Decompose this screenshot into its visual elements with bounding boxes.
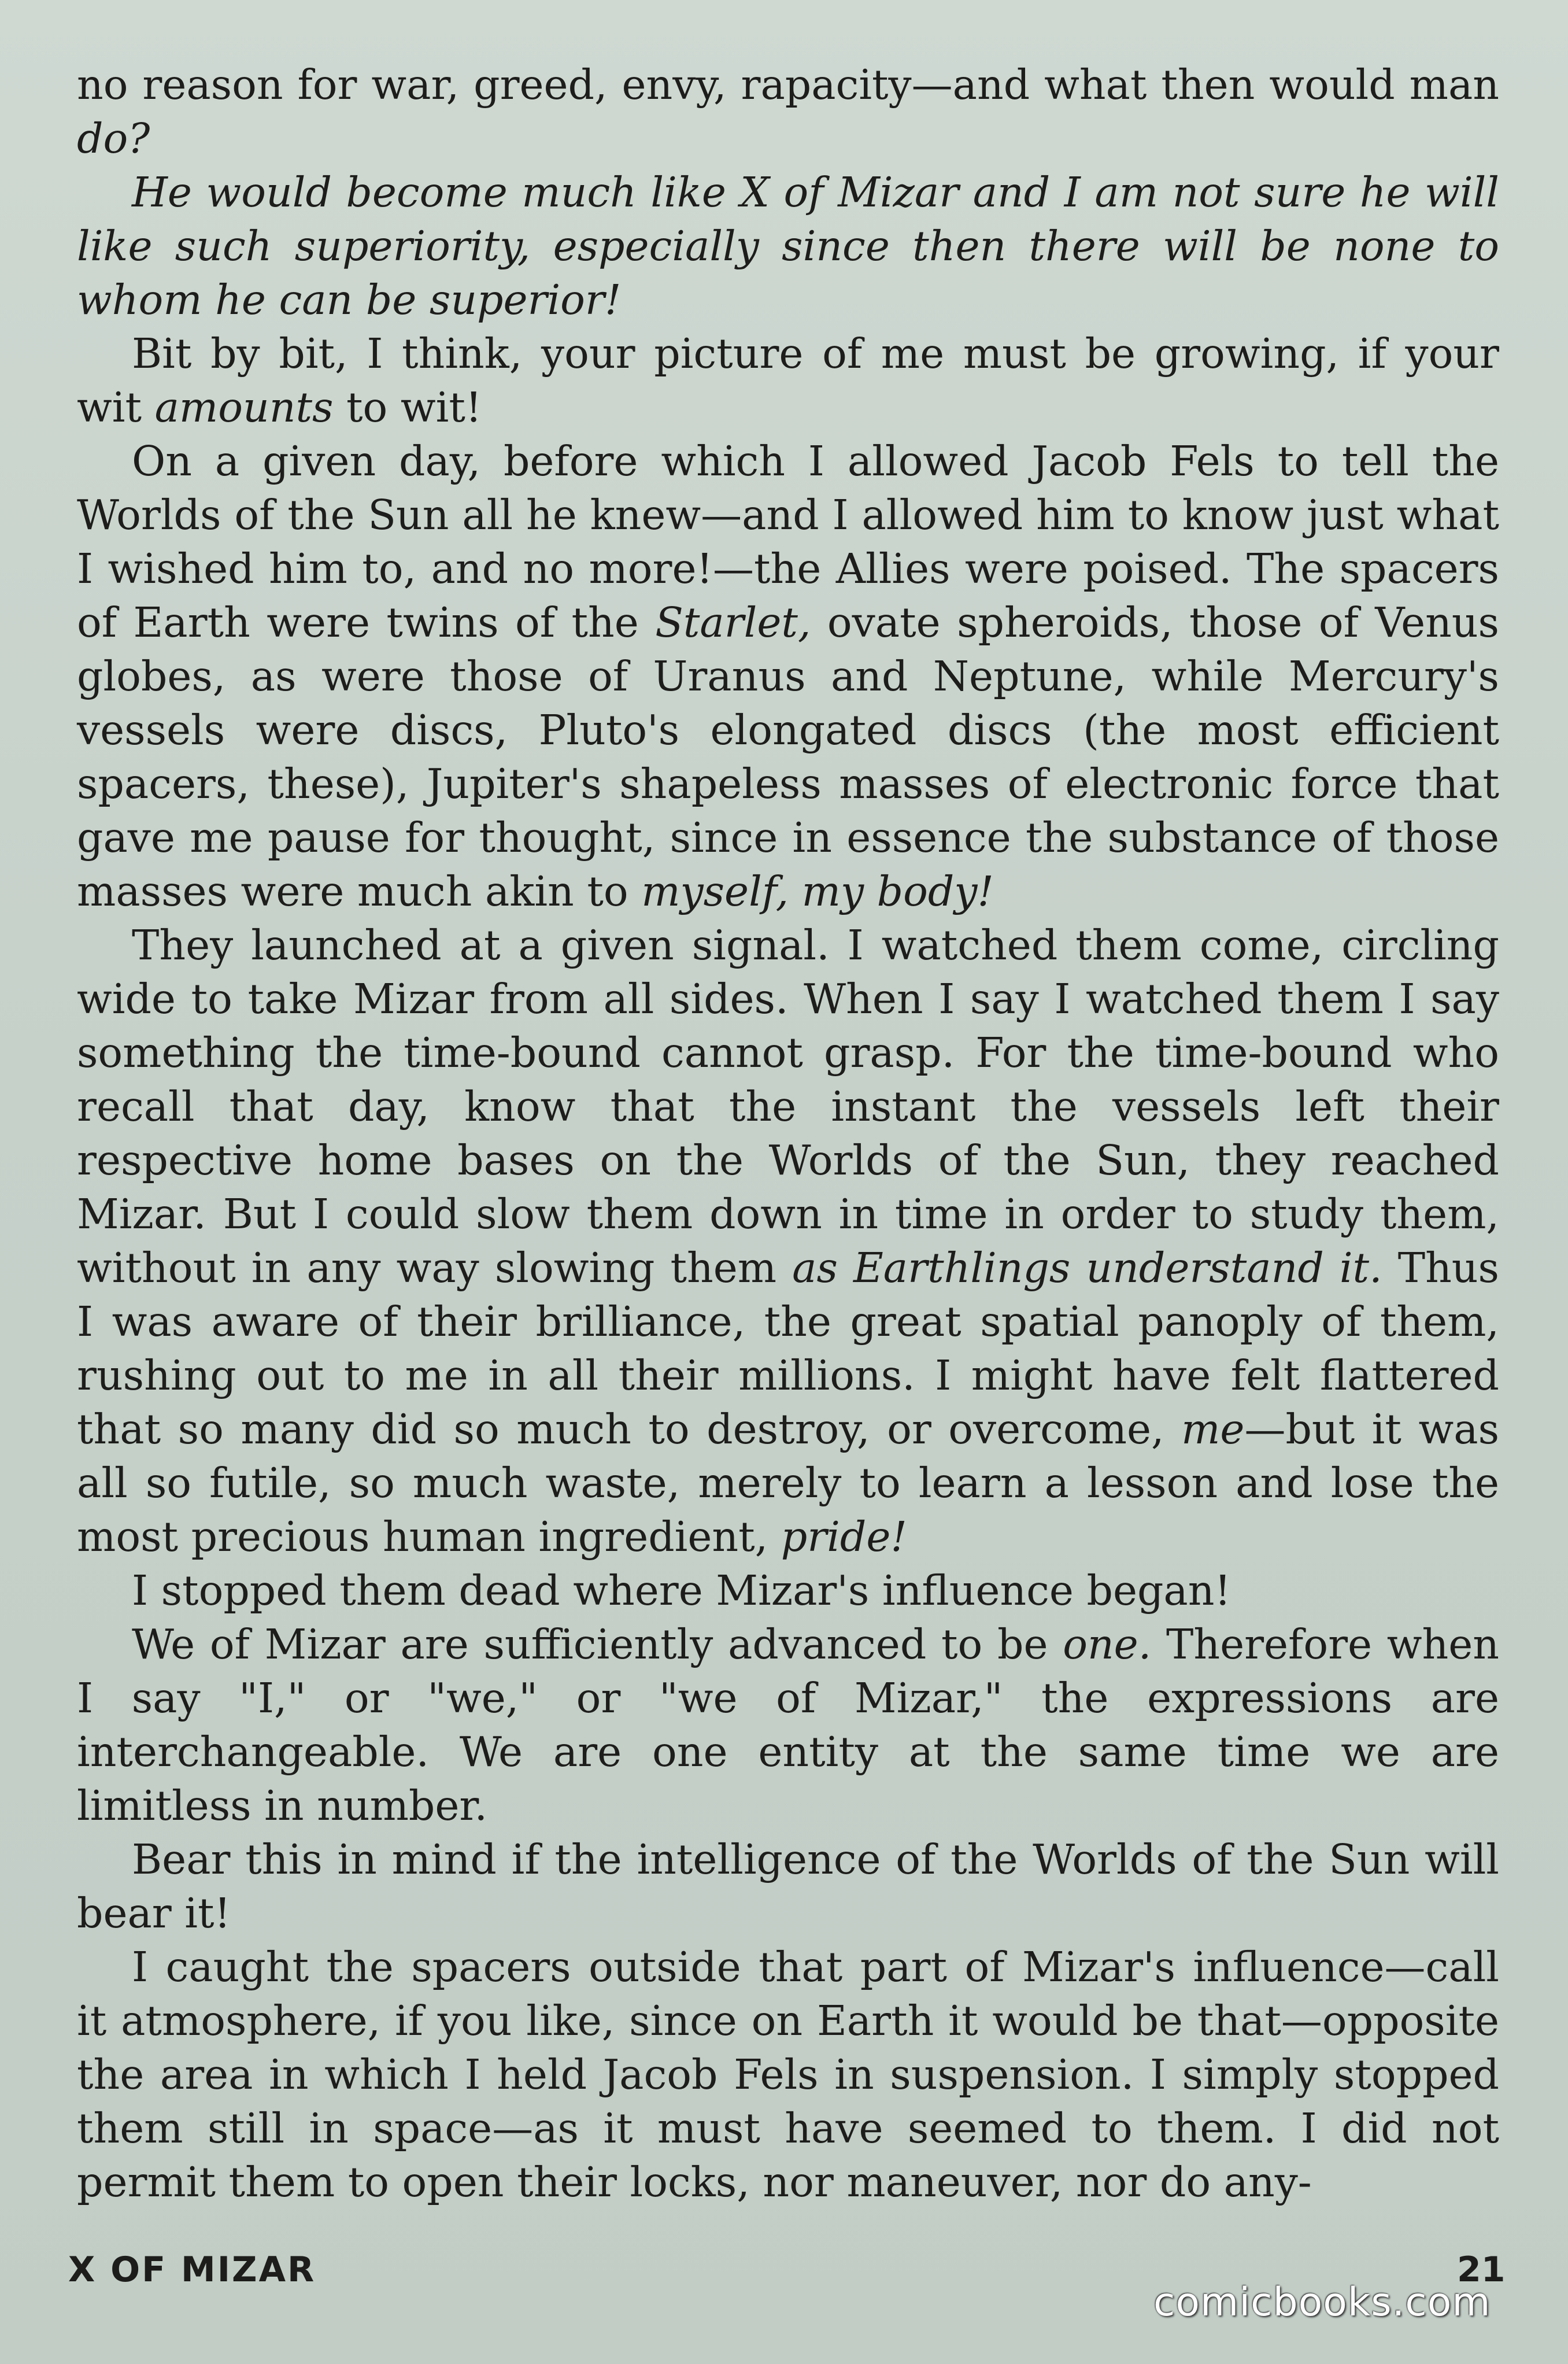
text-run: no reason for war, greed, envy, rapacity—and what then would man [77, 61, 1499, 109]
watermark: comicbooks.com [1153, 2280, 1491, 2325]
emphasized-text: Starlet, [655, 599, 811, 647]
text-run: Therefore when I say "I," or "we," or "we of Mizar," the expressions are interchangeable. We are one entity at the same time we are limitless in number. [77, 1620, 1499, 1830]
paragraph [77, 1940, 1499, 2209]
text-run: Thus I was aware of their brilliance, the great spatial panoply of them, rushing out to me in all their millions. I might have felt flattered that so many did so much to destroy, or overcome, [77, 1244, 1499, 1453]
paragraph [77, 434, 1499, 918]
emphasized-text: myself, my body! [641, 867, 994, 915]
page-number: 21 [1457, 2250, 1506, 2290]
paragraph [77, 1617, 1499, 1833]
paragraph [77, 165, 1499, 327]
emphasized-text: amounts [154, 383, 334, 431]
paragraph [77, 1833, 1499, 1940]
text-run: to wit! [333, 383, 482, 431]
text-run: —but it was all so futile, so much waste, merely to learn a lesson and lose the most precious human ingredient, [77, 1405, 1500, 1561]
paragraph [77, 918, 1499, 1564]
emphasized-text: as Earthlings understand it. [792, 1244, 1382, 1292]
text-run: They launched at a given signal. I watched them come, circling wide to take Mizar from all sides. When I say I watched them I say something the time-bound cannot grasp. For the time-bound who recall that day, know that the instant the vessels left their respective home bases on the Worlds of the Sun, they reached Mizar. But I could slow them down in time in order to study them, without in any way slowing them [77, 921, 1499, 1292]
emphasized-text: do? [77, 114, 150, 162]
text-run: ovate spheroids, those of Venus globes, as were those of Uranus and Neptune, while Mercury's vessels were discs, Pluto's elongated discs (the most efficient spacers, these), Jupiter's shapeless masses of electronic force that gave me pause for thought, since in essence the substance of those masses were much akin to [77, 599, 1499, 915]
text-run: Bear this in mind if the intelligence of the Worlds of the Sun will bear it! [77, 1835, 1499, 1937]
paragraph [77, 327, 1499, 434]
text-run: Bit by bit, I think, your picture of me must be growing, if your wit [77, 330, 1499, 431]
story-text [77, 58, 1499, 2209]
text-run: He would become much like X of Mizar and I am not sure he will like such superiority, especially since then there will be none to whom he can be superior! [77, 168, 1499, 324]
emphasized-text: me [1181, 1405, 1245, 1453]
emphasized-text: pride! [781, 1513, 907, 1561]
paragraph [77, 58, 1499, 165]
text-run: We of Mizar are sufficiently advanced to be [132, 1620, 1063, 1668]
emphasized-text: one. [1063, 1620, 1152, 1668]
text-run: I stopped them dead where Mizar's influence began! [132, 1567, 1232, 1615]
paragraph [77, 1564, 1499, 1617]
running-title: X OF MIZAR [68, 2250, 316, 2290]
text-run: I caught the spacers outside that part of Mizar's influence—call it atmosphere, if you like, since on Earth it would be that—opposite the area in which I held Jacob Fels in suspension. I simply stopped them still in space—as it must have seemed to them. I did not permit them to open their locks, nor maneuver, nor do any- [77, 1943, 1499, 2206]
text-run: On a given day, before which I allowed Jacob Fels to tell the Worlds of the Sun all he knew—and I allowed him to know just what I wished him to, and no more!—the Allies were poised. The spacers of Earth were twins of the [77, 437, 1499, 647]
